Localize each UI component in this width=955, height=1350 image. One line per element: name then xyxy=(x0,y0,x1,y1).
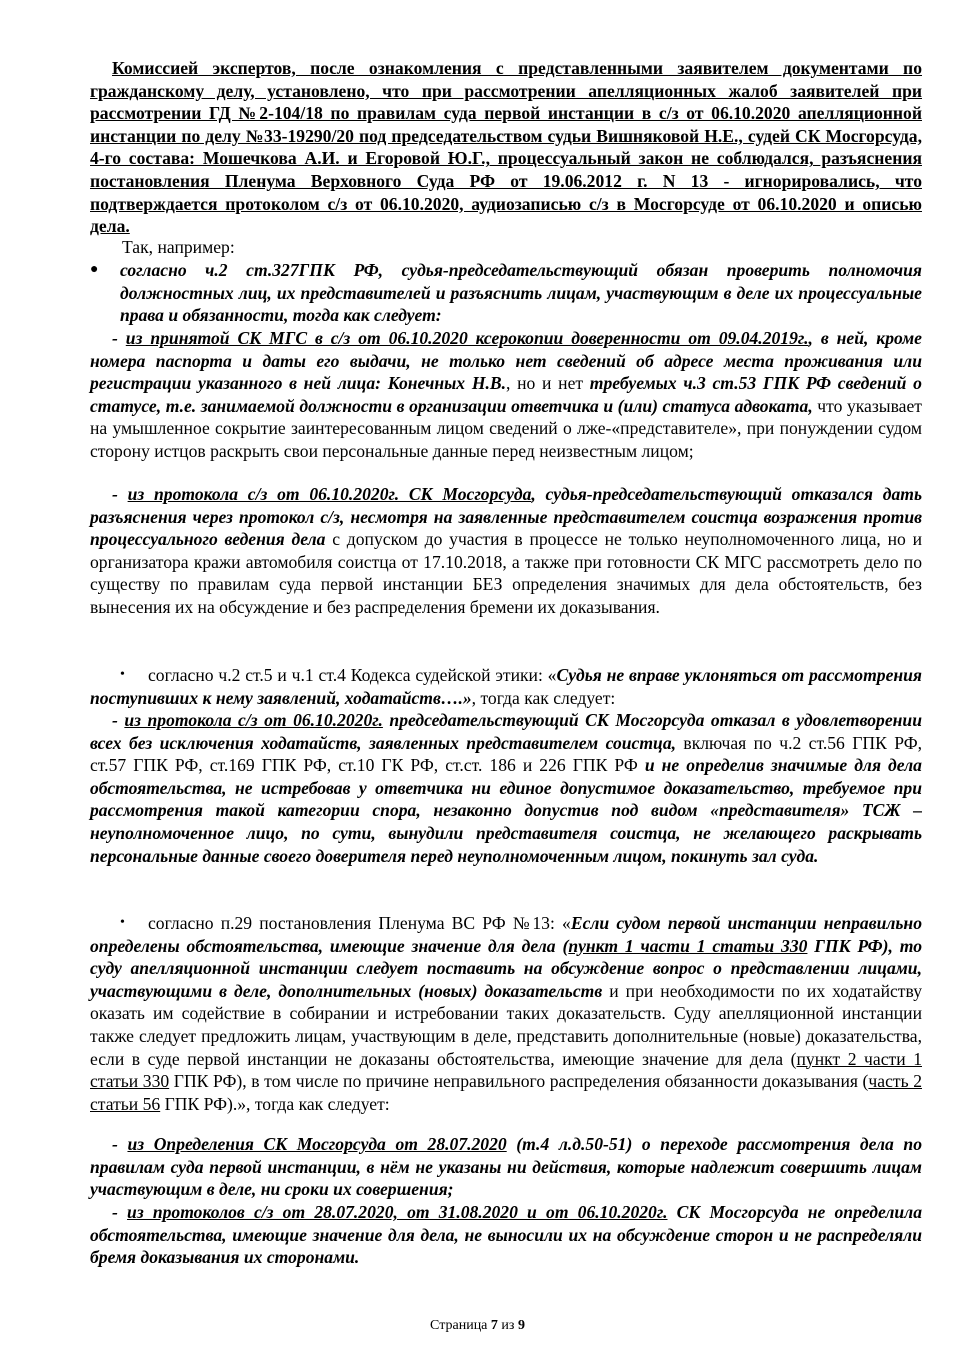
bullet-item-1: согласно ч.2 ст.327ГПК РФ, судья-председательствующий обязан проверить полномочия должностных лиц, их представителей и разъяснить лицам, участвующим в деле их процессуальные права и обязанности, тогда как следует: xyxy=(120,260,922,326)
intro-paragraph xyxy=(90,57,922,238)
page-number: Страница 7 из 9 xyxy=(430,1318,525,1333)
bullet-item-2: согласно ч.2 ст.5 и ч.1 ст.4 Кодекса судейской этики: «Судья не вправе уклоняться от рассмотрения поступивших к нему заявлений, ходатайств….», тогда как следует: xyxy=(90,665,922,708)
bullet-icon: • xyxy=(120,915,125,930)
bullet-icon: • xyxy=(120,667,125,682)
so-example-label: Так, например: xyxy=(122,237,235,257)
bullet-item-3: согласно п.29 постановления Пленума ВС РФ №13: «Если судом первой инстанции неправильно определены обстоятельства, имеющие значение для дела (пункт 1 части 1 статьи 330 ГПК РФ), то суду апелляционной инстанции следует поставить на обсуждение вопрос о представлении лицами, участвующими в деле, дополнительных (новых) доказательств и при необходимости по их ходатайству оказать им содействие в собирании и истребовании таких доказательств. Суду апелляционной инстанции также следует предложить лицам, участвующим в деле, представить дополнительные (новые) доказательства, если в суде первой инстанции не доказаны обстоятельства, имеющие значение для дела (пункт 2 части 1 статьи 330 ГПК РФ), в том числе по причине неправильного распределения обязанности доказывания (часть 2 статьи 56 ГПК РФ).», тогда как следует: xyxy=(90,913,923,1114)
sub-item-3-1: - из Определения СК Мосгорсуда от 28.07.2020 (т.4 л.д.50-51) о переходе рассмотрения дела по правилам суда первой инстанции, в нём не указаны ни действия, которые надлежит совершить лицам участвующим в деле, ни сроки их совершения; xyxy=(90,1134,923,1200)
sub-item-3-2: - из протоколов с/з от 28.07.2020, от 31.08.2020 и от 06.10.2020г. СК Мосгорсуда не определила обстоятельства, имеющие значение для дела, не выносили их на обсуждение сторон и не распределяли бремя доказывания их сторонами. xyxy=(90,1202,922,1268)
intro-text: Комиссией экспертов, после ознакомления с представленными заявителем документами по гражданскому делу, установлено, что при рассмотрении апелляционных жалоб заявителей при рассмотрении ГД №2-104/18 по правилам суда первой инстанции в с/з от 06.10.2020 апелляционной инстанции по делу №33-19290/20 под председательством судьи Вишняковой Н.Е., судей СК Мосгорсуда, 4-го состава: Мошечкова А.И. и Егоровой Ю.Г., процессуальный закон не соблюдался, разъяснения постановления Пленума Верховного Суда РФ от 19.06.2012 г. N 13 - игнорировались, что подтверждается протоколом с/з от 06.10.2020, аудиозаписью с/з в Мосгорсуде от 06.10.2020 и описью дела. xyxy=(90,58,922,237)
sub-item-1-2: - из протокола с/з от 06.10.2020г. СК Мосгорсуда, судья-председательствующий отказался дать разъяснения через протокол с/з, несмотря на заявленные представителем соистца возражения против процессуального ведения дела с допуском до участия в процессе не только неуполномоченного лица, но и организатора кражи автомобиля соистца от 17.10.2018, а также при готовности СК МГС рассмотреть дело по существу по правилам суда первой инстанции БЕЗ определения значимых для дела обстоятельств, без вынесения их на обсуждение и без распределения бремени их доказывания. xyxy=(90,484,922,617)
bullet-icon: ● xyxy=(90,262,99,277)
sub-item-2-1: - из протокола с/з от 06.10.2020г. председательствующий СК Мосгорсуда отказал в удовлетворении всех без исключения ходатайств, заявленных представителем соистца, включая по ч.2 ст.56 ГПК РФ, ст.57 ГПК РФ, ст.169 ГПК РФ, ст.10 ГК РФ, ст.ст. 186 и 226 ГПК РФ и не определив значимые для дела обстоятельства, не истребовав у ответчика ни единое допустимое доказательство, требуемое при рассмотрения такой категории спора, незаконно допустив под видом «представителя» ТСЖ – неуполномоченное лицо, по сути, вынудили представителя соистца, не желающего раскрывать персональные данные своего доверителя перед неуполномоченным лицом, покинуть зал суда. xyxy=(90,710,922,866)
sub-item-1-1: - из принятой СК МГС в с/з от 06.10.2020 ксерокопии доверенности от 09.04.2019г., в ней, кроме номера паспорта и даты его выдачи, не только нет сведений об адресе места проживания или регистрации указанного в ней лица: Конечных Н.В., но и нет требуемых ч.3 ст.53 ГПК РФ сведений о статусе, т.е. занимаемой должности в организации ответчика и (или) статуса адвоката, что указывает на умышленное сокрытие заинтересованным лицом сведений о лже-«представителе», при понуждении судом сторону истцов раскрыть свои персональные данные перед неизвестным лицом; xyxy=(90,328,922,461)
